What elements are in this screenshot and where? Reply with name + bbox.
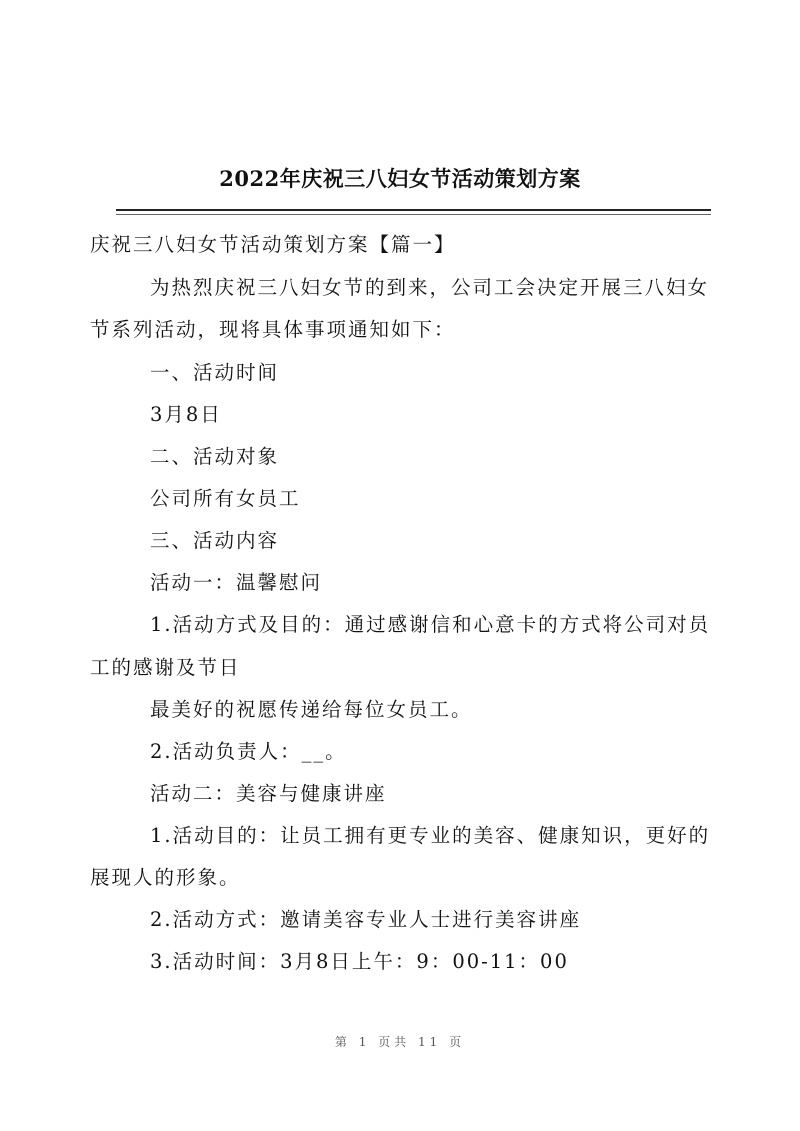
paragraph-line: 3.活动时间：3月8日上午：9：00-11：00 (150, 950, 569, 973)
paragraph-line: 3月8日 (150, 403, 222, 426)
paragraph-line: 2.活动方式：邀请美容专业人士进行美容讲座 (150, 908, 582, 931)
paragraph-line: 最美好的祝愿传递给每位女员工。 (150, 698, 473, 721)
paragraph-line: 节系列活动，现将具体事项通知如下： (90, 318, 456, 341)
list-heading: 一、活动时间 (150, 361, 280, 384)
paragraph-line: 2.活动负责人：__。 (150, 740, 347, 763)
paragraph-line: 1.活动方式及目的：通过感谢信和心意卡的方式将公司对员 (150, 613, 711, 636)
paragraph-line: 1.活动目的：让员工拥有更专业的美容、健康知识，更好的 (150, 824, 711, 847)
page-footer: 第 1 页共 11 页 (334, 1035, 466, 1049)
paragraph-line: 工的感谢及节日 (90, 656, 241, 679)
paragraph-line: 展现人的形象。 (90, 866, 241, 889)
list-heading: 三、活动内容 (150, 529, 280, 552)
activity-heading: 活动一：温馨慰问 (150, 571, 323, 594)
title-divider (116, 209, 711, 211)
document-title: 2022年庆祝三八妇女节活动策划方案 (219, 166, 581, 191)
section-heading: 庆祝三八妇女节活动策划方案【篇一】 (90, 233, 456, 256)
paragraph-line: 公司所有女员工 (150, 487, 301, 510)
list-heading: 二、活动对象 (150, 445, 280, 468)
activity-heading: 活动二：美容与健康讲座 (150, 782, 387, 805)
paragraph-line: 为热烈庆祝三八妇女节的到来，公司工会决定开展三八妇女 (150, 276, 710, 299)
title-divider-thin (116, 214, 711, 215)
